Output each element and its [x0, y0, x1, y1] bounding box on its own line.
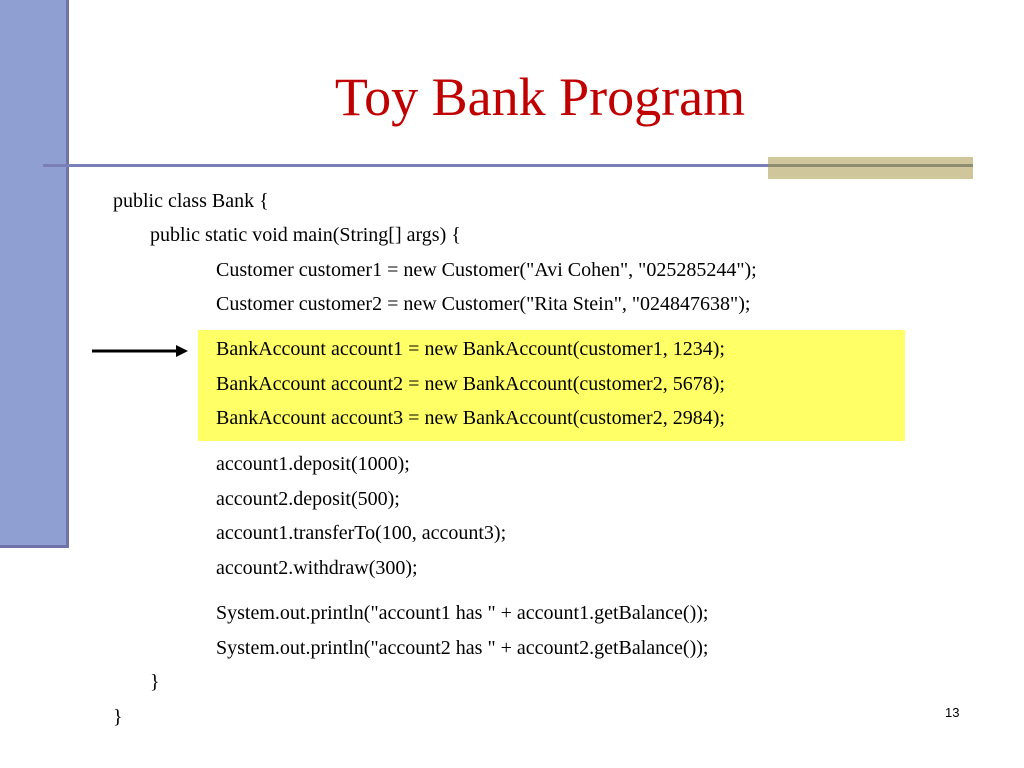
code-line-withdraw: account2.withdraw(300); — [216, 557, 418, 579]
slide-title: Toy Bank Program — [334, 67, 746, 127]
left-bar-edge — [66, 0, 69, 548]
title-rule-accent-line — [768, 164, 973, 167]
code-line-customer1: Customer customer1 = new Customer("Avi Cohen", "025285244"); — [216, 259, 757, 281]
left-bar-bottom-edge — [0, 545, 69, 548]
code-line-close-main: } — [150, 671, 160, 693]
code-line-print2: System.out.println("account2 has " + account2.getBalance()); — [216, 637, 709, 659]
code-line-main-decl: public static void main(String[] args) { — [150, 224, 461, 246]
right-arrow-icon — [92, 340, 192, 362]
code-line-close-class: } — [113, 706, 123, 728]
code-line-deposit2: account2.deposit(500); — [216, 488, 400, 510]
left-decorative-bar — [0, 0, 66, 545]
title-rule-accent-block — [768, 157, 973, 179]
code-line-deposit1: account1.deposit(1000); — [216, 453, 410, 475]
code-line-account2: BankAccount account2 = new BankAccount(customer2, 5678); — [216, 373, 725, 395]
code-line-account1: BankAccount account1 = new BankAccount(customer1, 1234); — [216, 338, 725, 360]
code-line-transfer: account1.transferTo(100, account3); — [216, 522, 507, 544]
code-line-class-decl: public class Bank { — [113, 190, 269, 212]
code-line-print1: System.out.println("account1 has " + account1.getBalance()); — [216, 602, 709, 624]
code-line-customer2: Customer customer2 = new Customer("Rita Stein", "024847638"); — [216, 293, 751, 315]
page-number: 13 — [945, 705, 960, 720]
code-line-account3: BankAccount account3 = new BankAccount(customer2, 2984); — [216, 407, 725, 429]
